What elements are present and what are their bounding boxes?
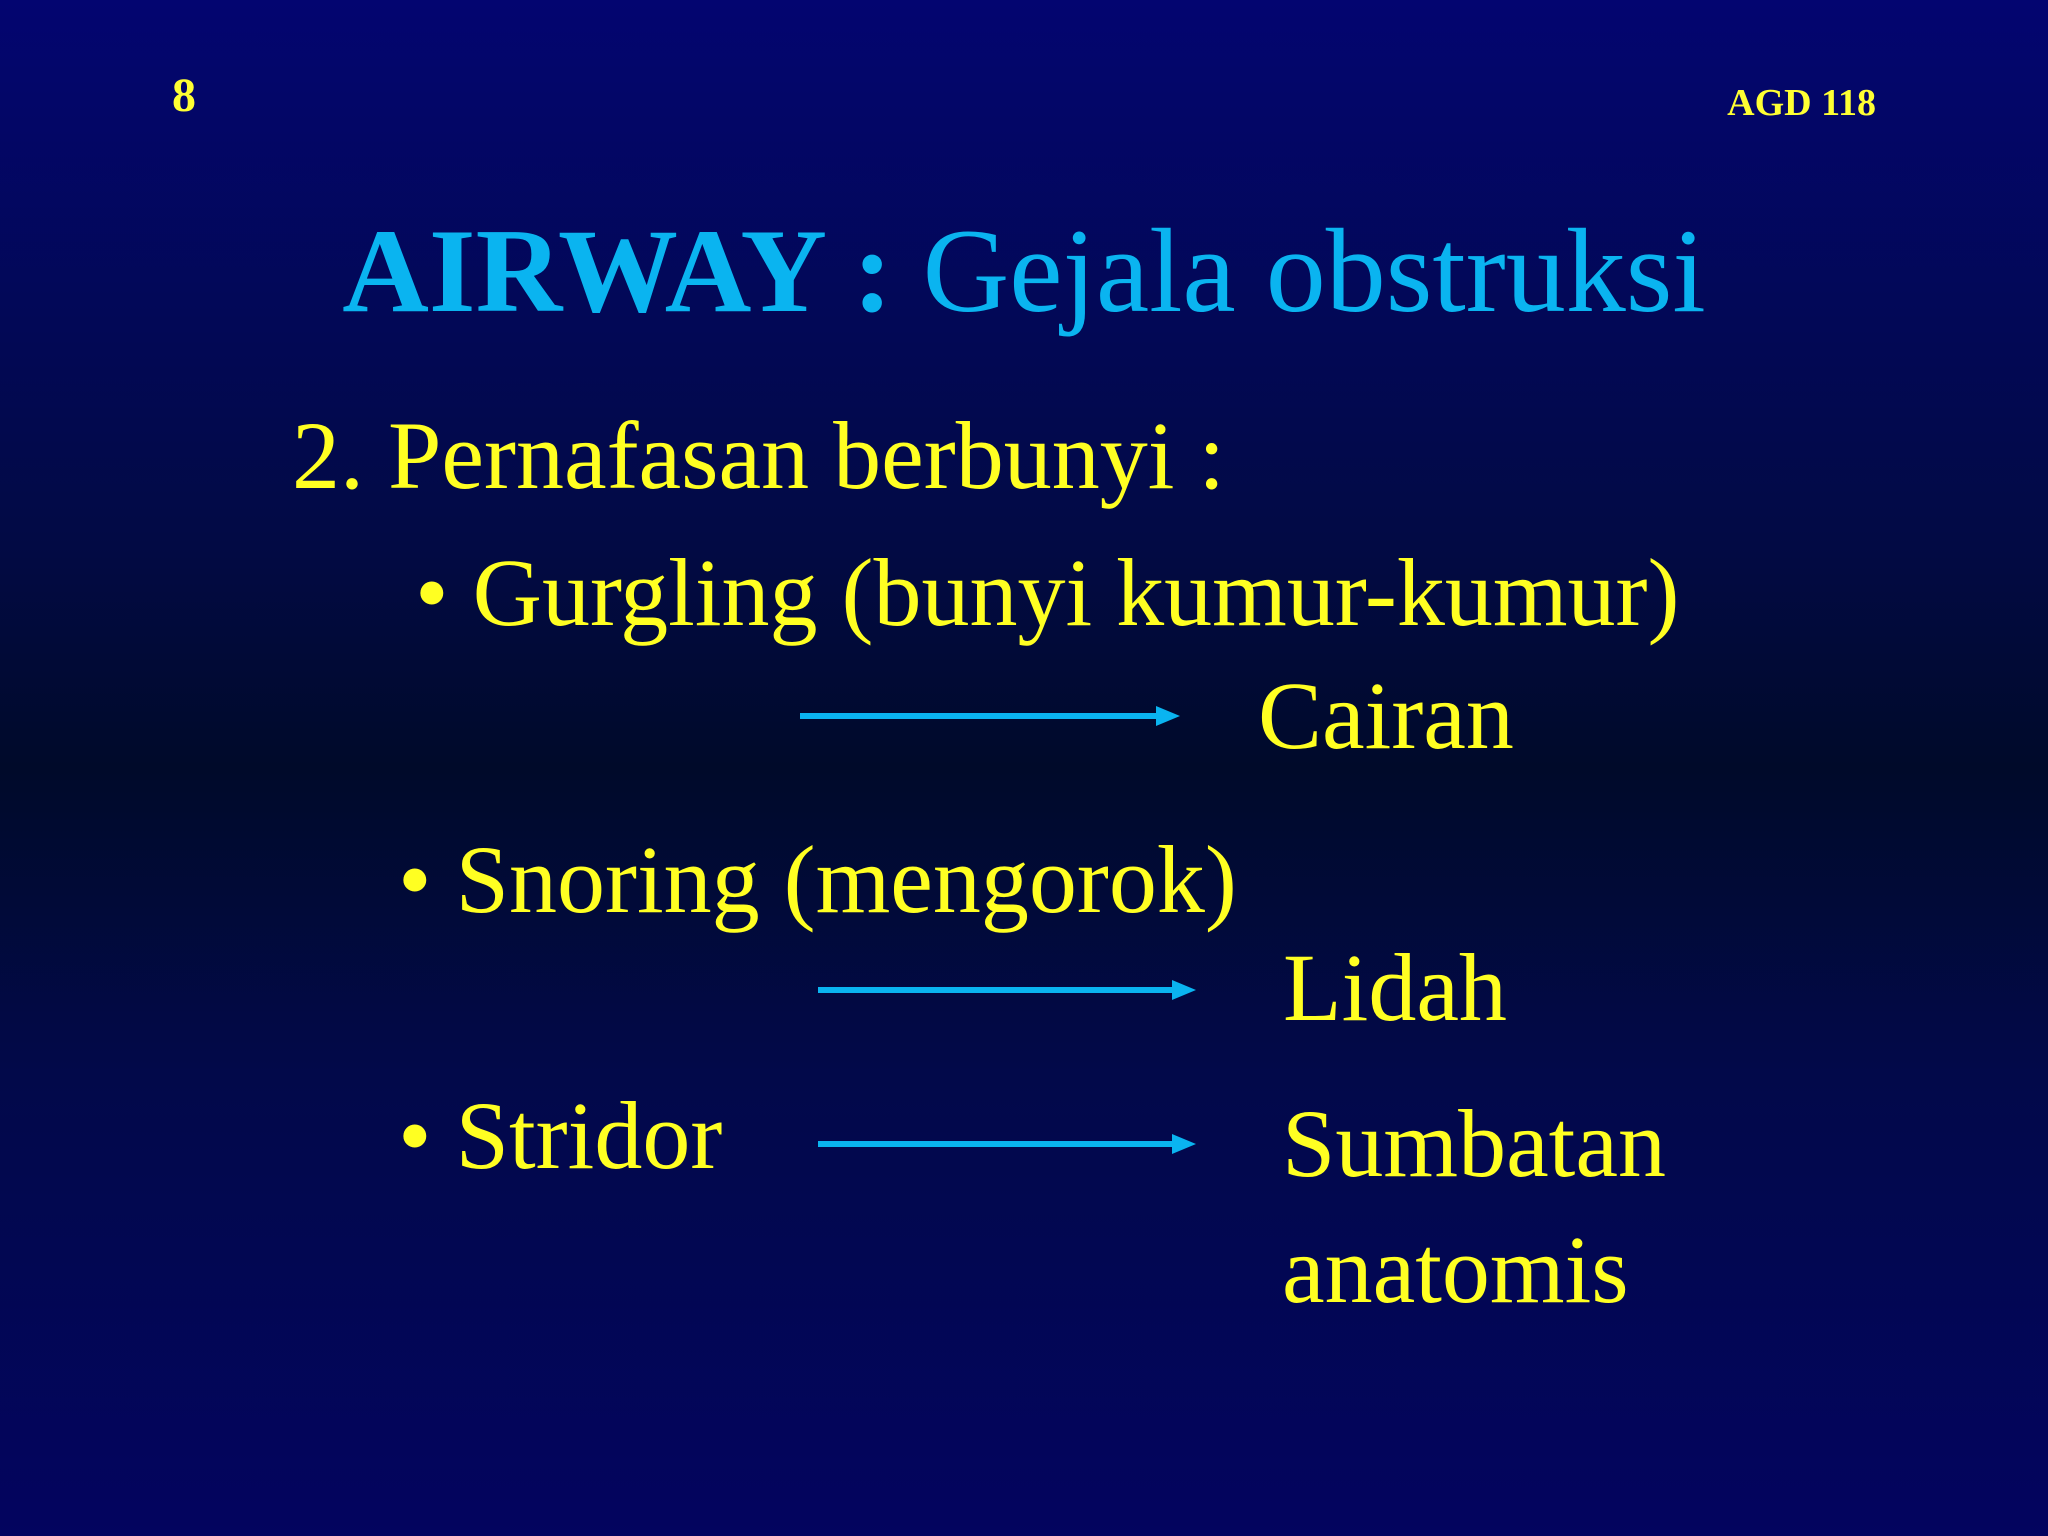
- cause-gurgling: Cairan: [1258, 662, 1514, 769]
- right-arrow-icon: [818, 1132, 1196, 1156]
- title-subject: Gejala obstruksi: [922, 204, 1706, 337]
- right-arrow-icon: [800, 704, 1180, 728]
- course-code: AGD 118: [1727, 82, 1876, 124]
- cause-stridor-line-1: Sumbatan: [1282, 1090, 1666, 1197]
- bullet-gurgling: • Gurgling (bunyi kumur-kumur): [415, 539, 1680, 646]
- slide-title: [0, 205, 2048, 337]
- section-heading: 2. Pernafasan berbunyi :: [292, 402, 1226, 509]
- title-keyword: AIRWAY :: [342, 204, 893, 337]
- bullet-stridor: • Stridor: [398, 1082, 723, 1189]
- bullet-snoring: • Snoring (mengorok): [398, 826, 1237, 933]
- slide-number: 8: [172, 69, 196, 122]
- right-arrow-icon: [818, 978, 1196, 1002]
- cause-stridor-line-2: anatomis: [1282, 1216, 1629, 1323]
- cause-snoring: Lidah: [1283, 934, 1507, 1041]
